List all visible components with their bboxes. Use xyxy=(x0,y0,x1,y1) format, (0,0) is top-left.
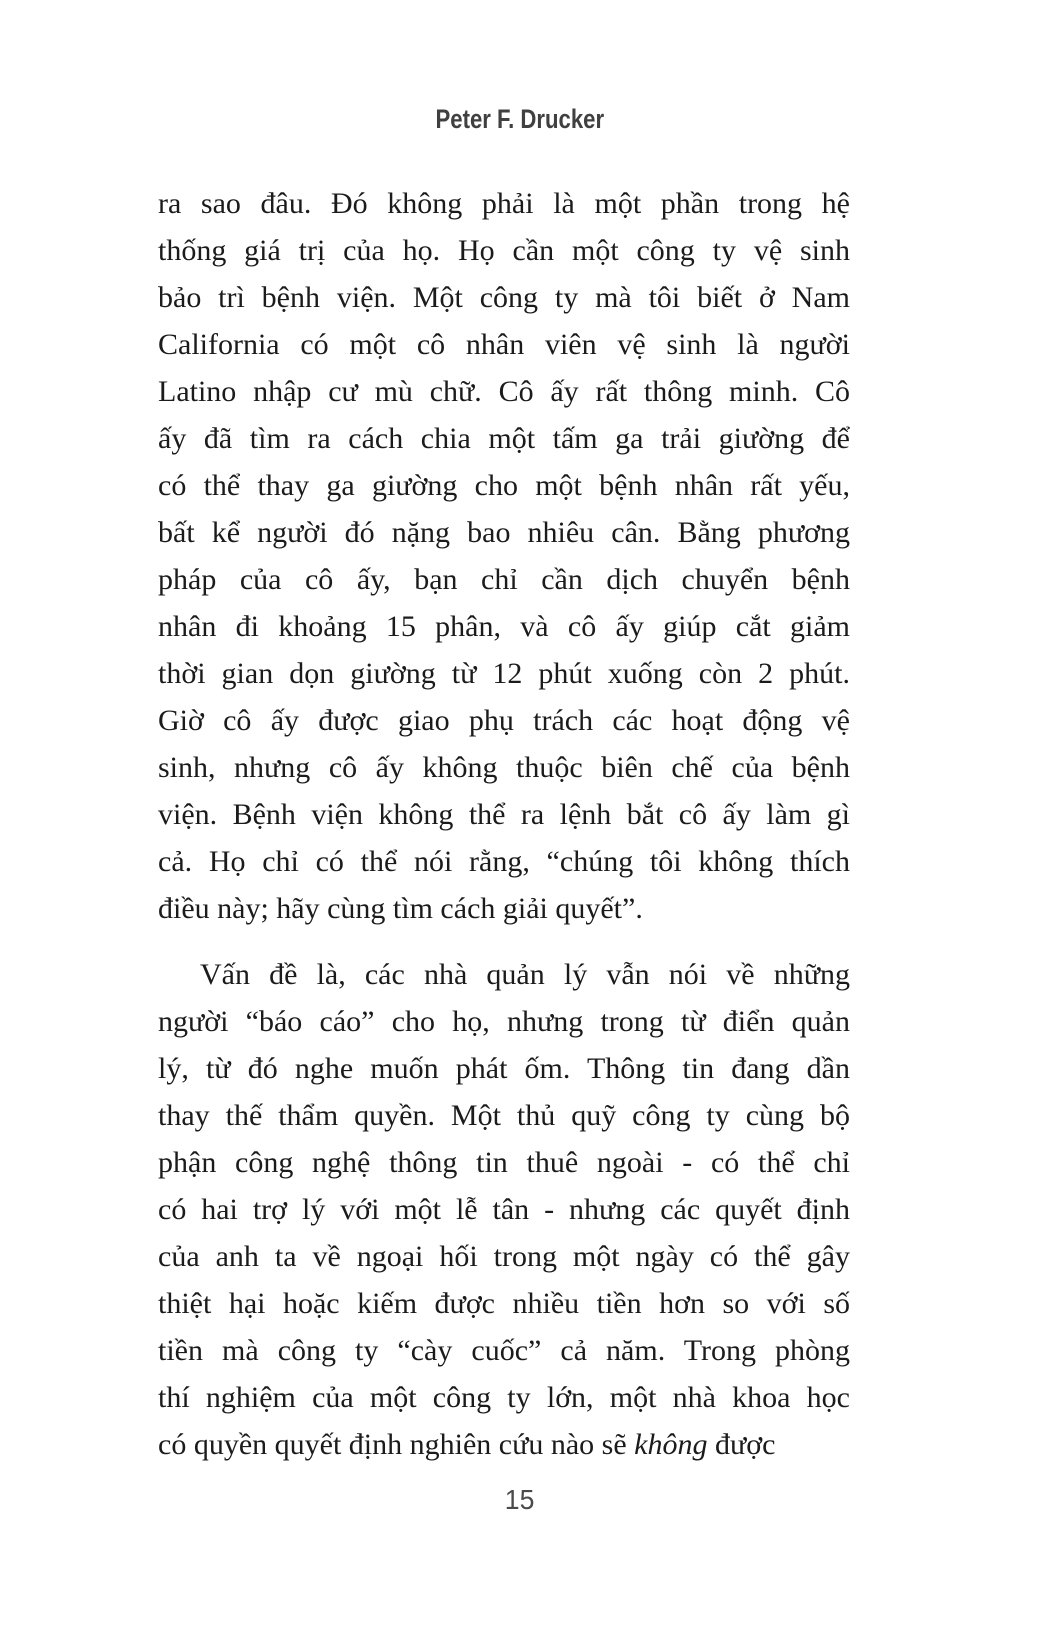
text-line: ấy đã tìm ra cách chia một tấm ga trải giường để xyxy=(158,422,850,455)
text-line: tiền mà công ty “cày cuốc” cả năm. Trong phòng xyxy=(158,1334,850,1367)
running-header-author: Peter F. Drucker xyxy=(435,104,605,134)
text-line: bất kể người đó nặng bao nhiêu cân. Bằng phương xyxy=(158,516,850,549)
text-line: bảo trì bệnh viện. Một công ty mà tôi biết ở Nam xyxy=(158,281,850,314)
page-number-value: 15 xyxy=(505,1484,535,1515)
text-line: Latino nhập cư mù chữ. Cô ấy rất thông minh. Cô xyxy=(158,375,850,408)
text-line: thay thế thẩm quyền. Một thủ quỹ công ty cùng bộ xyxy=(158,1099,850,1132)
text-line: sinh, nhưng cô ấy không thuộc biên chế của bệnh xyxy=(158,751,850,784)
text-line: phận công nghệ thông tin thuê ngoài - có thể chỉ xyxy=(158,1146,850,1179)
text-line: thống giá trị của họ. Họ cần một công ty vệ sinh xyxy=(158,234,850,267)
text-line: pháp của cô ấy, bạn chỉ cần dịch chuyển bệnh xyxy=(158,563,850,596)
paragraph xyxy=(158,951,850,1468)
text-line: cả. Họ chỉ có thể nói rằng, “chúng tôi không thích xyxy=(158,845,850,878)
text-line: có quyền quyết định nghiên cứu nào sẽ không được xyxy=(158,1428,776,1461)
text-line: có hai trợ lý với một lễ tân - nhưng các quyết định xyxy=(158,1193,850,1226)
text-line: California có một cô nhân viên vệ sinh là người xyxy=(158,328,850,361)
text-line: thí nghiệm của một công ty lớn, một nhà khoa học xyxy=(158,1381,850,1414)
text-line: thiệt hại hoặc kiếm được nhiều tiền hơn so với số xyxy=(158,1287,850,1320)
text-line: có thể thay ga giường cho một bệnh nhân rất yếu, xyxy=(158,469,850,502)
text-line: nhân đi khoảng 15 phân, và cô ấy giúp cắt giảm xyxy=(158,610,850,643)
text-body xyxy=(158,180,850,1468)
text-line: Giờ cô ấy được giao phụ trách các hoạt động vệ xyxy=(158,704,850,737)
page-number xyxy=(0,1484,1040,1516)
text-line: người “báo cáo” cho họ, nhưng trong từ điển quản xyxy=(158,1005,850,1038)
paragraph xyxy=(158,180,850,932)
text-line: điều này; hãy cùng tìm cách giải quyết”. xyxy=(158,892,643,925)
text-line: thời gian dọn giường từ 12 phút xuống còn 2 phút. xyxy=(158,657,850,690)
text-line: Vấn đề là, các nhà quản lý vẫn nói về những xyxy=(200,958,850,991)
text-line: viện. Bệnh viện không thể ra lệnh bắt cô ấy làm gì xyxy=(158,798,850,831)
text-line: ra sao đâu. Đó không phải là một phần trong hệ xyxy=(158,187,850,220)
text-line: lý, từ đó nghe muốn phát ốm. Thông tin đang dần xyxy=(158,1052,850,1085)
running-header xyxy=(0,104,1040,135)
text-line: của anh ta về ngoại hối trong một ngày có thể gây xyxy=(158,1240,850,1273)
